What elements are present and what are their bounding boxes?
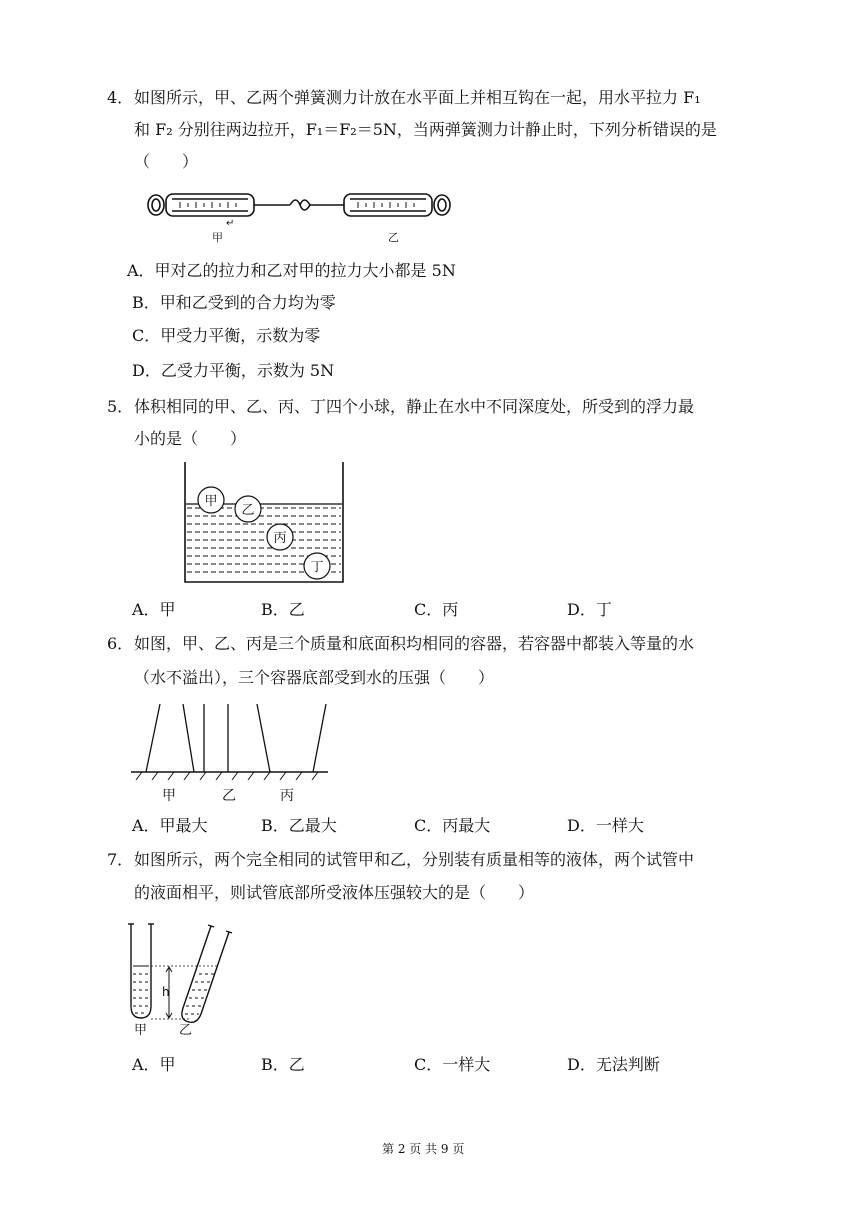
q7-option-b: B．乙	[261, 1055, 305, 1074]
q7-option-c: C．一样大	[414, 1055, 491, 1074]
q5-option-b: B．乙	[261, 600, 305, 619]
q7-label-yi: 乙	[179, 1023, 193, 1038]
q6-label-jia: 甲	[162, 788, 176, 804]
q6-label-bing: 丙	[280, 788, 294, 804]
q6-containers-figure	[128, 700, 333, 806]
page-number-footer: 第 2 页 共 9 页	[382, 1142, 465, 1156]
q7-label-h: h	[162, 985, 170, 999]
q5-text-line-2: 小的是（ ）	[134, 429, 247, 448]
q4-option-b: B．甲和乙受到的合力均为零	[132, 293, 336, 312]
q5-number: 5．	[107, 397, 134, 416]
q5-option-c: C．丙	[414, 600, 459, 619]
q4-answer-blank: （ ）	[134, 152, 199, 171]
q4-number: 4．	[107, 88, 134, 107]
q4-text-line-2: 和 F₂ 分别往两边拉开，F₁＝F₂＝5N，当两弹簧测力计静止时，下列分析错误的是	[134, 120, 717, 139]
q6-text-line-1: 如图，甲、乙、丙是三个质量和底面积均相同的容器，若容器中都装入等量的水	[134, 634, 695, 653]
q7-number: 7．	[107, 850, 134, 869]
q6-option-b: B．乙最大	[261, 816, 337, 835]
q6-option-c: C．丙最大	[414, 816, 491, 835]
q4-label-yi: 乙	[388, 231, 399, 244]
q5-ball-ding: 丁	[310, 560, 324, 575]
q4-label-jia: 甲	[212, 231, 223, 244]
q4-option-c: C．甲受力平衡，示数为零	[132, 326, 321, 345]
q6-label-yi: 乙	[222, 788, 236, 804]
q4-spring-scales-figure	[140, 186, 465, 246]
q5-text-line-1: 体积相同的甲、乙、丙、丁四个小球，静止在水中不同深度处，所受到的浮力最	[134, 397, 695, 416]
q6-number: 6．	[107, 634, 134, 653]
q5-beaker-balls-figure	[178, 460, 350, 586]
q4-return-mark: ↵	[226, 218, 235, 229]
q4-option-a: A．甲对乙的拉力和乙对甲的拉力大小都是 5N	[127, 261, 456, 280]
q7-text-line-1: 如图所示，两个完全相同的试管甲和乙，分别装有质量相等的液体，两个试管中	[134, 850, 695, 869]
q4-text-line-1: 如图所示，甲、乙两个弹簧测力计放在水平面上并相互钩在一起，用水平拉力 F₁	[134, 88, 701, 107]
q5-option-a: A．甲	[132, 600, 176, 619]
q7-option-d: D．无法判断	[567, 1055, 660, 1074]
q7-test-tubes-figure	[125, 918, 235, 1038]
q6-text-line-2: （水不溢出），三个容器底部受到水的压强（ ）	[134, 668, 495, 687]
q5-option-d: D．丁	[567, 600, 612, 619]
q7-text-line-2: 的液面相平，则试管底部所受液体压强较大的是（ ）	[134, 883, 535, 902]
q6-option-a: A．甲最大	[132, 816, 208, 835]
q5-ball-jia: 甲	[204, 494, 218, 509]
q5-ball-yi: 乙	[241, 503, 255, 518]
q6-option-d: D．一样大	[567, 816, 644, 835]
q7-label-jia: 甲	[134, 1023, 148, 1038]
q4-option-d: D．乙受力平衡，示数为 5N	[132, 361, 335, 380]
q7-option-a: A．甲	[132, 1055, 176, 1074]
q5-ball-bing: 丙	[273, 531, 287, 546]
